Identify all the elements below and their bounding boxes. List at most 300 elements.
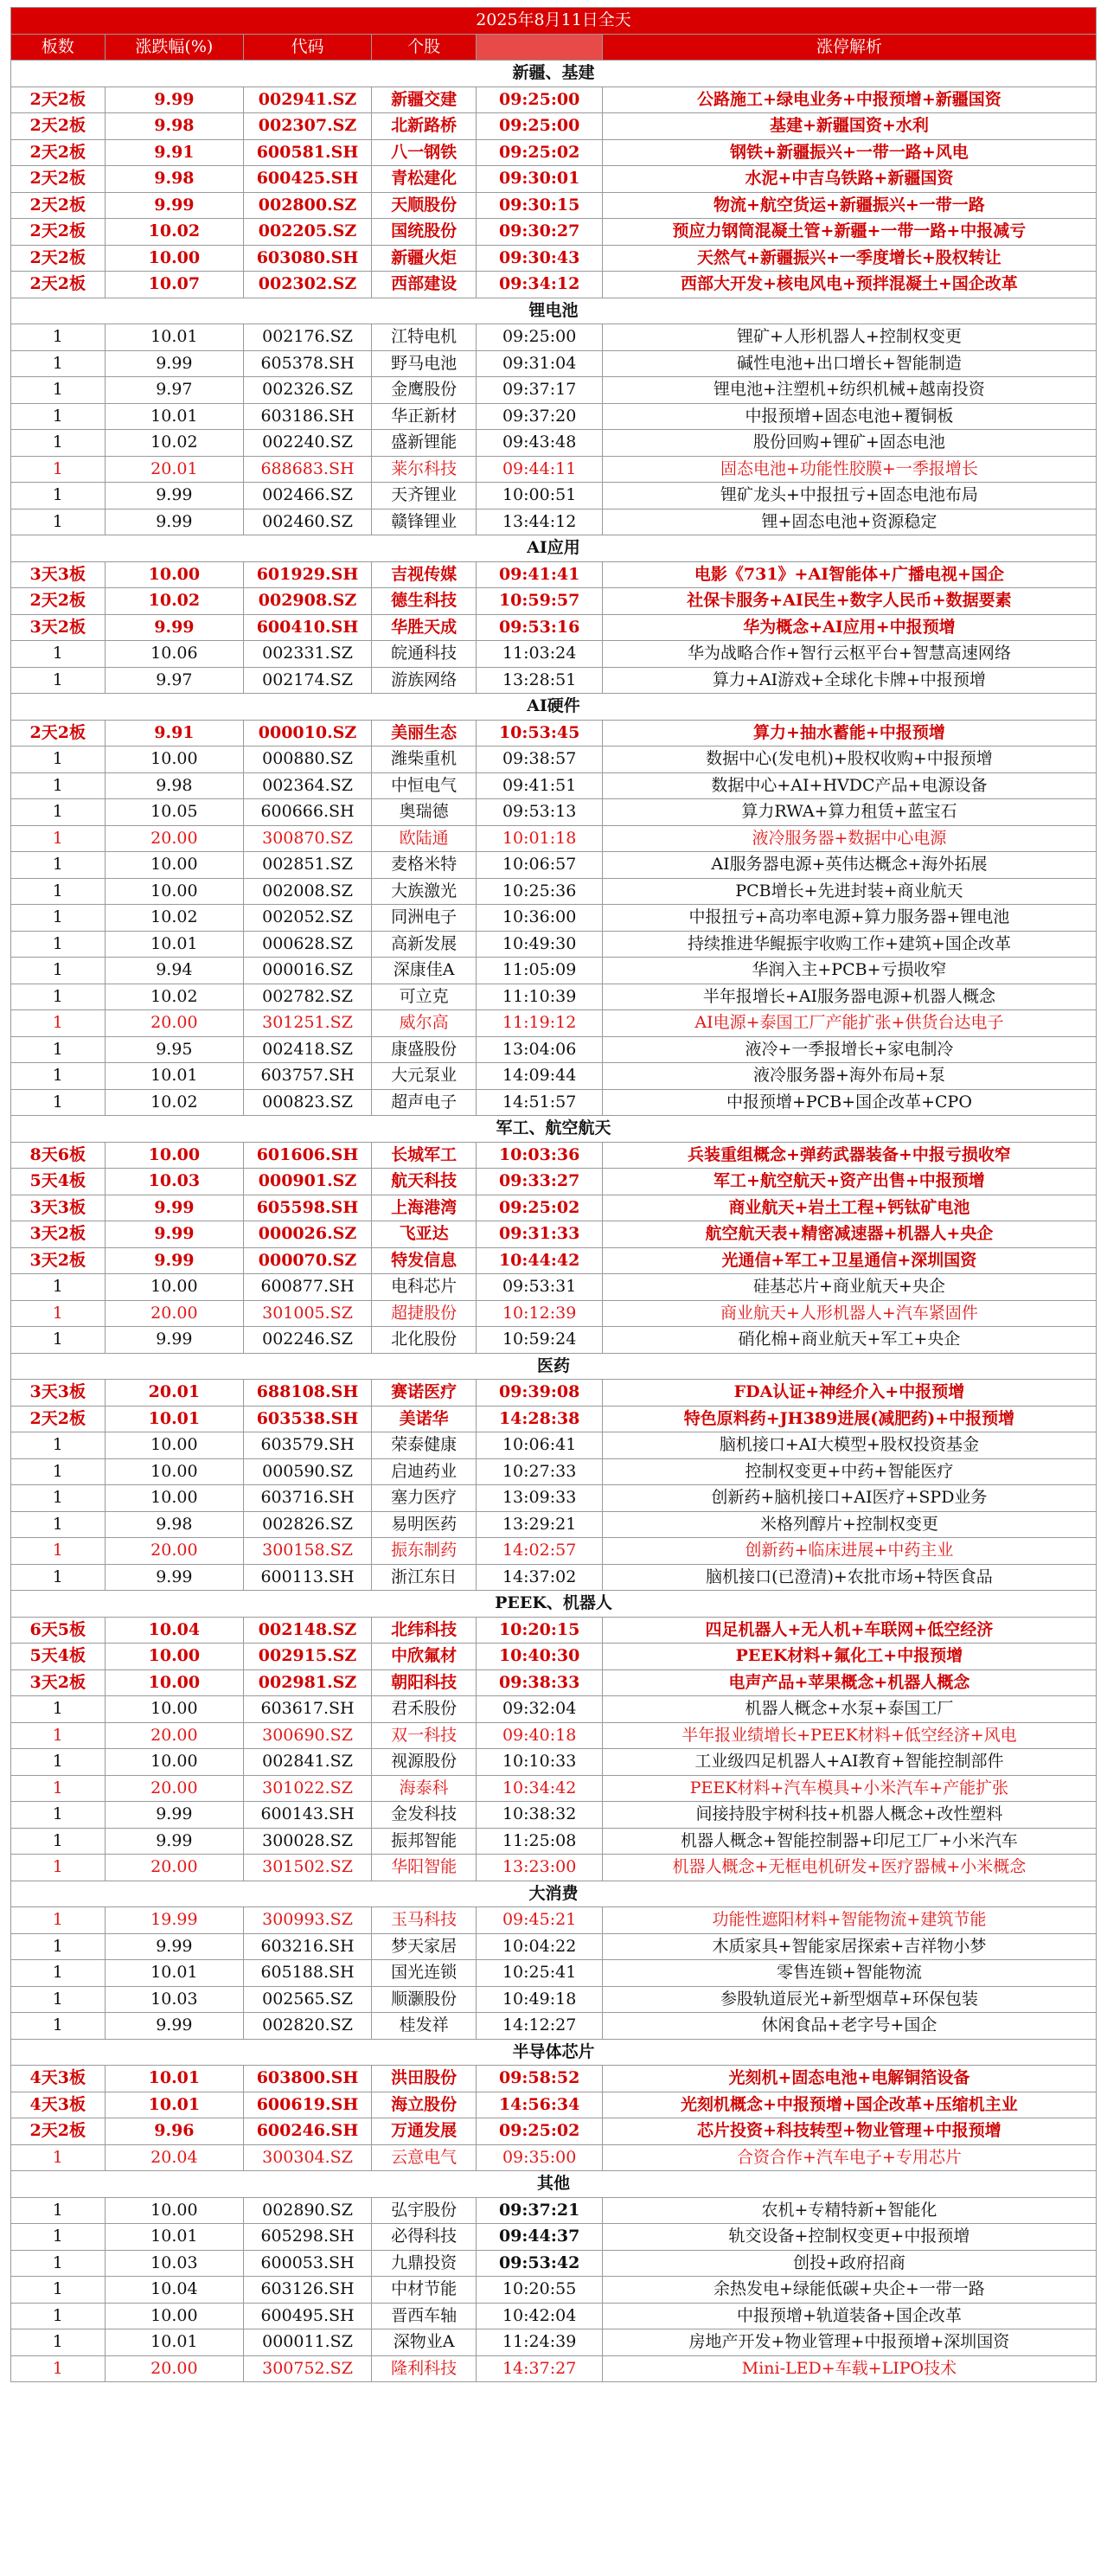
cell-name: 天顺股份 <box>371 192 477 219</box>
cell-code: 688108.SH <box>244 1380 372 1407</box>
cell-board: 2天2板 <box>11 588 106 615</box>
cell-name: 中欣氟材 <box>371 1644 477 1670</box>
cell-pct: 9.98 <box>105 772 244 799</box>
cell-reason: 创投+政府招商 <box>602 2250 1096 2277</box>
table-row <box>11 1960 1097 1987</box>
cell-reason: 锂矿+人形机器人+控制权变更 <box>602 324 1096 351</box>
cell-board: 1 <box>11 1960 106 1987</box>
cell-pct: 10.02 <box>105 1089 244 1116</box>
cell-board: 1 <box>11 1907 106 1934</box>
cell-time: 09:30:27 <box>477 219 602 246</box>
cell-time: 10:10:33 <box>477 1749 602 1776</box>
cell-pct: 10.00 <box>105 747 244 773</box>
cell-board: 2天2板 <box>11 87 106 113</box>
cell-pct: 10.04 <box>105 1617 244 1644</box>
cell-board: 3天3板 <box>11 561 106 588</box>
cell-reason: 股份回购+锂矿+固态电池 <box>602 430 1096 457</box>
cell-name: 海泰科 <box>371 1775 477 1802</box>
cell-board: 1 <box>11 456 106 483</box>
cell-time: 09:43:48 <box>477 430 602 457</box>
cell-pct: 10.02 <box>105 219 244 246</box>
cell-board: 5天4板 <box>11 1169 106 1195</box>
cell-reason: 华润入主+PCB+亏损收窄 <box>602 958 1096 984</box>
section-title: 其他 <box>11 2171 1097 2198</box>
cell-board: 2天2板 <box>11 1406 106 1432</box>
cell-time: 09:44:11 <box>477 456 602 483</box>
cell-name: 华胜天成 <box>371 614 477 641</box>
table-row <box>11 1617 1097 1644</box>
cell-name: 吉视传媒 <box>371 561 477 588</box>
cell-name: 荣泰健康 <box>371 1432 477 1459</box>
cell-time: 14:51:57 <box>477 1089 602 1116</box>
cell-board: 1 <box>11 1300 106 1327</box>
section-header-row <box>11 1881 1097 1907</box>
cell-time: 09:53:42 <box>477 2250 602 2277</box>
cell-name: 飞亚达 <box>371 1221 477 1248</box>
cell-name: 梦天家居 <box>371 1933 477 1960</box>
cell-code: 603800.SH <box>244 2066 372 2092</box>
table-row <box>11 799 1097 826</box>
cell-reason: 米格列醇片+控制权变更 <box>602 1511 1096 1538</box>
cell-pct: 9.94 <box>105 958 244 984</box>
table-row <box>11 2355 1097 2382</box>
table-row <box>11 747 1097 773</box>
cell-reason: Mini-LED+车载+LIPO技术 <box>602 2355 1096 2382</box>
cell-reason: 中报预增+轨道装备+国企改革 <box>602 2303 1096 2329</box>
cell-pct: 10.01 <box>105 2092 244 2118</box>
cell-name: 华正新材 <box>371 403 477 430</box>
section-header-row <box>11 298 1097 324</box>
cell-pct: 10.02 <box>105 588 244 615</box>
cell-board: 1 <box>11 772 106 799</box>
cell-pct: 9.99 <box>105 87 244 113</box>
cell-code: 603579.SH <box>244 1432 372 1459</box>
cell-reason: 锂矿龙头+中报扭亏+固态电池布局 <box>602 483 1096 509</box>
cell-pct: 10.00 <box>105 245 244 272</box>
cell-code: 603617.SH <box>244 1696 372 1723</box>
cell-name: 八一钢铁 <box>371 139 477 166</box>
cell-code: 002008.SZ <box>244 878 372 905</box>
cell-board: 1 <box>11 1274 106 1301</box>
cell-name: 君禾股份 <box>371 1696 477 1723</box>
cell-code: 002307.SZ <box>244 113 372 140</box>
cell-reason: 光刻机+固态电池+电解铜箔设备 <box>602 2066 1096 2092</box>
cell-time: 14:28:38 <box>477 1406 602 1432</box>
cell-reason: 水泥+中吉乌铁路+新疆国资 <box>602 166 1096 193</box>
cell-pct: 20.00 <box>105 825 244 852</box>
cell-name: 易明医药 <box>371 1511 477 1538</box>
cell-reason: 轨交设备+控制权变更+中报预增 <box>602 2224 1096 2251</box>
cell-pct: 10.00 <box>105 1644 244 1670</box>
cell-code: 600143.SH <box>244 1802 372 1829</box>
table-row <box>11 403 1097 430</box>
cell-board: 1 <box>11 324 106 351</box>
cell-reason: 航空航天表+精密减速器+机器人+央企 <box>602 1221 1096 1248</box>
cell-time: 10:06:41 <box>477 1432 602 1459</box>
cell-code: 000016.SZ <box>244 958 372 984</box>
cell-name: 盛新锂能 <box>371 430 477 457</box>
cell-pct: 9.99 <box>105 483 244 509</box>
cell-code: 603716.SH <box>244 1485 372 1512</box>
cell-code: 000011.SZ <box>244 2329 372 2356</box>
cell-pct: 10.01 <box>105 2066 244 2092</box>
cell-time: 09:25:02 <box>477 139 602 166</box>
table-row <box>11 1195 1097 1221</box>
cell-pct: 10.05 <box>105 799 244 826</box>
cell-reason: 持续推进华鲲振宇收购工作+建筑+国企改革 <box>602 931 1096 958</box>
cell-board: 1 <box>11 1063 106 1090</box>
cell-name: 大族激光 <box>371 878 477 905</box>
table-row <box>11 1089 1097 1116</box>
cell-code: 002841.SZ <box>244 1749 372 1776</box>
cell-name: 航天科技 <box>371 1169 477 1195</box>
table-row <box>11 1644 1097 1670</box>
table-row <box>11 139 1097 166</box>
cell-time: 09:41:41 <box>477 561 602 588</box>
cell-board: 1 <box>11 1432 106 1459</box>
cell-code: 002908.SZ <box>244 588 372 615</box>
table-row <box>11 720 1097 747</box>
table-row <box>11 166 1097 193</box>
cell-board: 1 <box>11 667 106 694</box>
cell-board: 2天2板 <box>11 192 106 219</box>
cell-name: 深康佳A <box>371 958 477 984</box>
table-row <box>11 113 1097 140</box>
cell-pct: 10.00 <box>105 852 244 879</box>
cell-code: 000070.SZ <box>244 1247 372 1274</box>
cell-board: 5天4板 <box>11 1644 106 1670</box>
table-row <box>11 2277 1097 2304</box>
cell-name: 特发信息 <box>371 1247 477 1274</box>
cell-reason: 光刻机概念+中报预增+国企改革+压缩机主业 <box>602 2092 1096 2118</box>
cell-board: 2天2板 <box>11 219 106 246</box>
cell-time: 09:38:33 <box>477 1669 602 1696</box>
cell-pct: 10.01 <box>105 403 244 430</box>
cell-code: 002331.SZ <box>244 641 372 668</box>
table-row <box>11 1327 1097 1354</box>
cell-time: 13:29:21 <box>477 1511 602 1538</box>
cell-time: 09:45:21 <box>477 1907 602 1934</box>
cell-pct: 9.98 <box>105 113 244 140</box>
cell-time: 14:37:02 <box>477 1564 602 1591</box>
cell-code: 688683.SH <box>244 456 372 483</box>
cell-pct: 10.03 <box>105 2250 244 2277</box>
table-row <box>11 1802 1097 1829</box>
cell-board: 1 <box>11 350 106 377</box>
cell-time: 10:12:39 <box>477 1300 602 1327</box>
cell-pct: 9.99 <box>105 1933 244 1960</box>
cell-time: 09:31:04 <box>477 350 602 377</box>
table-row <box>11 219 1097 246</box>
section-title: 锂电池 <box>11 298 1097 324</box>
cell-time: 10:04:22 <box>477 1933 602 1960</box>
cell-board: 2天2板 <box>11 720 106 747</box>
cell-name: 康盛股份 <box>371 1036 477 1063</box>
header-time <box>477 34 602 61</box>
cell-reason: 特色原料药+JH389进展(减肥药)+中报预增 <box>602 1406 1096 1432</box>
cell-pct: 10.00 <box>105 1458 244 1485</box>
table-row <box>11 1380 1097 1407</box>
cell-reason: 控制权变更+中药+智能医疗 <box>602 1458 1096 1485</box>
cell-time: 09:30:01 <box>477 166 602 193</box>
cell-code: 301022.SZ <box>244 1775 372 1802</box>
cell-reason: 工业级四足机器人+AI教育+智能控制部件 <box>602 1749 1096 1776</box>
cell-board: 1 <box>11 641 106 668</box>
cell-name: 美丽生态 <box>371 720 477 747</box>
cell-code: 002981.SZ <box>244 1669 372 1696</box>
cell-name: 皖通科技 <box>371 641 477 668</box>
cell-reason: 电声产品+苹果概念+机器人概念 <box>602 1669 1096 1696</box>
cell-reason: 合资合作+汽车电子+专用芯片 <box>602 2144 1096 2171</box>
cell-pct: 10.00 <box>105 1696 244 1723</box>
cell-code: 002205.SZ <box>244 219 372 246</box>
cell-time: 09:53:31 <box>477 1274 602 1301</box>
cell-reason: 固态电池+功能性胶膜+一季报增长 <box>602 456 1096 483</box>
cell-board: 1 <box>11 958 106 984</box>
cell-code: 605378.SH <box>244 350 372 377</box>
cell-board: 1 <box>11 2355 106 2382</box>
cell-name: 江特电机 <box>371 324 477 351</box>
cell-pct: 10.02 <box>105 905 244 932</box>
cell-reason: 公路施工+绿电业务+中报预增+新疆国资 <box>602 87 1096 113</box>
table-row <box>11 377 1097 404</box>
cell-reason: 零售连锁+智能物流 <box>602 1960 1096 1987</box>
cell-code: 002826.SZ <box>244 1511 372 1538</box>
cell-time: 10:42:04 <box>477 2303 602 2329</box>
cell-code: 603186.SH <box>244 403 372 430</box>
cell-pct: 10.01 <box>105 1063 244 1090</box>
table-row <box>11 1511 1097 1538</box>
cell-time: 14:56:34 <box>477 2092 602 2118</box>
cell-board: 2天2板 <box>11 113 106 140</box>
cell-board: 1 <box>11 1722 106 1749</box>
cell-pct: 9.99 <box>105 1564 244 1591</box>
cell-code: 000823.SZ <box>244 1089 372 1116</box>
cell-board: 3天2板 <box>11 614 106 641</box>
cell-time: 09:35:00 <box>477 2144 602 2171</box>
cell-reason: 创新药+临床进展+中药主业 <box>602 1538 1096 1565</box>
cell-name: 赛诺医疗 <box>371 1380 477 1407</box>
cell-name: 超捷股份 <box>371 1300 477 1327</box>
cell-reason: 余热发电+绿能低碳+央企+一带一路 <box>602 2277 1096 2304</box>
cell-time: 09:25:00 <box>477 113 602 140</box>
cell-reason: 中报扭亏+高功率电源+算力服务器+锂电池 <box>602 905 1096 932</box>
table-row <box>11 2224 1097 2251</box>
cell-code: 002240.SZ <box>244 430 372 457</box>
table-row <box>11 324 1097 351</box>
cell-code: 300690.SZ <box>244 1722 372 1749</box>
section-title: PEEK、机器人 <box>11 1591 1097 1618</box>
cell-time: 13:09:33 <box>477 1485 602 1512</box>
cell-reason: 半年报业绩增长+PEEK材料+低空经济+风电 <box>602 1722 1096 1749</box>
table-row <box>11 2144 1097 2171</box>
cell-time: 09:40:18 <box>477 1722 602 1749</box>
cell-code: 002326.SZ <box>244 377 372 404</box>
cell-time: 10:34:42 <box>477 1775 602 1802</box>
table-row <box>11 2066 1097 2092</box>
cell-reason: 算力+AI游戏+全球化卡牌+中报预增 <box>602 667 1096 694</box>
cell-time: 10:01:18 <box>477 825 602 852</box>
cell-time: 10:00:51 <box>477 483 602 509</box>
cell-reason: PCB增长+先进封装+商业航天 <box>602 878 1096 905</box>
section-title: 军工、航空航天 <box>11 1116 1097 1143</box>
cell-time: 09:25:00 <box>477 87 602 113</box>
cell-board: 1 <box>11 1855 106 1881</box>
section-title: 医药 <box>11 1353 1097 1380</box>
cell-board: 3天2板 <box>11 1669 106 1696</box>
cell-board: 3天3板 <box>11 1380 106 1407</box>
cell-pct: 9.96 <box>105 2118 244 2145</box>
cell-code: 000628.SZ <box>244 931 372 958</box>
cell-board: 1 <box>11 878 106 905</box>
cell-code: 300158.SZ <box>244 1538 372 1565</box>
table-row <box>11 1406 1097 1432</box>
cell-name: 莱尔科技 <box>371 456 477 483</box>
cell-reason: 硝化棉+商业航天+军工+央企 <box>602 1327 1096 1354</box>
cell-reason: 功能性遮阳材料+智能物流+建筑节能 <box>602 1907 1096 1934</box>
cell-pct: 10.02 <box>105 984 244 1010</box>
cell-name: 海立股份 <box>371 2092 477 2118</box>
cell-pct: 20.00 <box>105 1855 244 1881</box>
table-row <box>11 509 1097 535</box>
section-header-row <box>11 1591 1097 1618</box>
cell-name: 潍柴重机 <box>371 747 477 773</box>
section-header-row <box>11 1353 1097 1380</box>
cell-pct: 10.01 <box>105 2329 244 2356</box>
cell-pct: 10.07 <box>105 272 244 298</box>
cell-time: 09:30:15 <box>477 192 602 219</box>
cell-pct: 9.99 <box>105 192 244 219</box>
cell-time: 11:03:24 <box>477 641 602 668</box>
cell-time: 09:53:13 <box>477 799 602 826</box>
cell-pct: 9.95 <box>105 1036 244 1063</box>
cell-time: 10:25:41 <box>477 1960 602 1987</box>
table-row <box>11 1274 1097 1301</box>
cell-pct: 9.99 <box>105 614 244 641</box>
cell-reason: 华为战略合作+智行云枢平台+智慧高速网络 <box>602 641 1096 668</box>
table-row <box>11 2303 1097 2329</box>
section-title: 半导体芯片 <box>11 2039 1097 2066</box>
table-row <box>11 1775 1097 1802</box>
cell-pct: 10.04 <box>105 2277 244 2304</box>
cell-reason: 数据中心+AI+HVDC产品+电源设备 <box>602 772 1096 799</box>
cell-name: 高新发展 <box>371 931 477 958</box>
table-row <box>11 1036 1097 1063</box>
cell-time: 09:32:04 <box>477 1696 602 1723</box>
cell-code: 000026.SZ <box>244 1221 372 1248</box>
cell-board: 3天2板 <box>11 1221 106 1248</box>
cell-name: 电科芯片 <box>371 1274 477 1301</box>
cell-name: 桂发祥 <box>371 2013 477 2040</box>
cell-time: 09:44:37 <box>477 2224 602 2251</box>
cell-code: 603538.SH <box>244 1406 372 1432</box>
table-row <box>11 1010 1097 1037</box>
cell-board: 1 <box>11 1986 106 2013</box>
cell-name: 金发科技 <box>371 1802 477 1829</box>
cell-code: 002820.SZ <box>244 2013 372 2040</box>
cell-pct: 20.00 <box>105 1010 244 1037</box>
cell-name: 必得科技 <box>371 2224 477 2251</box>
cell-time: 10:20:15 <box>477 1617 602 1644</box>
cell-board: 1 <box>11 483 106 509</box>
cell-board: 1 <box>11 1511 106 1538</box>
cell-name: 赣锋锂业 <box>371 509 477 535</box>
table-row <box>11 1485 1097 1512</box>
cell-time: 11:19:12 <box>477 1010 602 1037</box>
cell-code: 300993.SZ <box>244 1907 372 1934</box>
cell-board: 1 <box>11 747 106 773</box>
table-row <box>11 561 1097 588</box>
cell-pct: 10.00 <box>105 2303 244 2329</box>
cell-code: 300752.SZ <box>244 2355 372 2382</box>
cell-time: 13:44:12 <box>477 509 602 535</box>
cell-code: 002782.SZ <box>244 984 372 1010</box>
cell-code: 603126.SH <box>244 2277 372 2304</box>
cell-name: 启迪药业 <box>371 1458 477 1485</box>
cell-pct: 10.03 <box>105 1986 244 2013</box>
section-header-row <box>11 694 1097 721</box>
cell-pct: 9.98 <box>105 1511 244 1538</box>
cell-reason: 半年报增长+AI服务器电源+机器人概念 <box>602 984 1096 1010</box>
cell-board: 1 <box>11 2277 106 2304</box>
section-title: AI硬件 <box>11 694 1097 721</box>
cell-code: 002246.SZ <box>244 1327 372 1354</box>
cell-board: 1 <box>11 931 106 958</box>
cell-board: 1 <box>11 430 106 457</box>
cell-pct: 9.99 <box>105 509 244 535</box>
cell-reason: 参股轨道辰光+新型烟草+环保包装 <box>602 1986 1096 2013</box>
cell-time: 11:05:09 <box>477 958 602 984</box>
cell-board: 1 <box>11 852 106 879</box>
cell-code: 002052.SZ <box>244 905 372 932</box>
cell-code: 300870.SZ <box>244 825 372 852</box>
cell-name: 德生科技 <box>371 588 477 615</box>
cell-reason: 机器人概念+水泵+泰国工厂 <box>602 1696 1096 1723</box>
cell-time: 10:25:36 <box>477 878 602 905</box>
header-board: 板数 <box>11 34 106 61</box>
cell-board: 2天2板 <box>11 2118 106 2145</box>
cell-reason: 中报预增+PCB+国企改革+CPO <box>602 1089 1096 1116</box>
cell-pct: 20.01 <box>105 456 244 483</box>
cell-board: 2天2板 <box>11 166 106 193</box>
table-row <box>11 1855 1097 1881</box>
cell-board: 1 <box>11 1933 106 1960</box>
cell-name: 欧陆通 <box>371 825 477 852</box>
table-row <box>11 2013 1097 2040</box>
cell-code: 600425.SH <box>244 166 372 193</box>
cell-reason: 天然气+新疆振兴+一季度增长+股权转让 <box>602 245 1096 272</box>
cell-board: 1 <box>11 1036 106 1063</box>
cell-reason: AI服务器电源+英伟达概念+海外拓展 <box>602 852 1096 879</box>
cell-board: 1 <box>11 1802 106 1829</box>
cell-name: 青松建化 <box>371 166 477 193</box>
section-header-row <box>11 61 1097 87</box>
section-title: AI应用 <box>11 535 1097 562</box>
cell-name: 振邦智能 <box>371 1828 477 1855</box>
cell-code: 002466.SZ <box>244 483 372 509</box>
cell-board: 1 <box>11 2329 106 2356</box>
cell-time: 10:06:57 <box>477 852 602 879</box>
cell-pct: 10.01 <box>105 324 244 351</box>
cell-name: 北化股份 <box>371 1327 477 1354</box>
cell-time: 10:03:36 <box>477 1142 602 1169</box>
table-row <box>11 905 1097 932</box>
cell-time: 14:12:27 <box>477 2013 602 2040</box>
cell-code: 600410.SH <box>244 614 372 641</box>
header-reason: 涨停解析 <box>602 34 1096 61</box>
table-row <box>11 192 1097 219</box>
cell-code: 002800.SZ <box>244 192 372 219</box>
